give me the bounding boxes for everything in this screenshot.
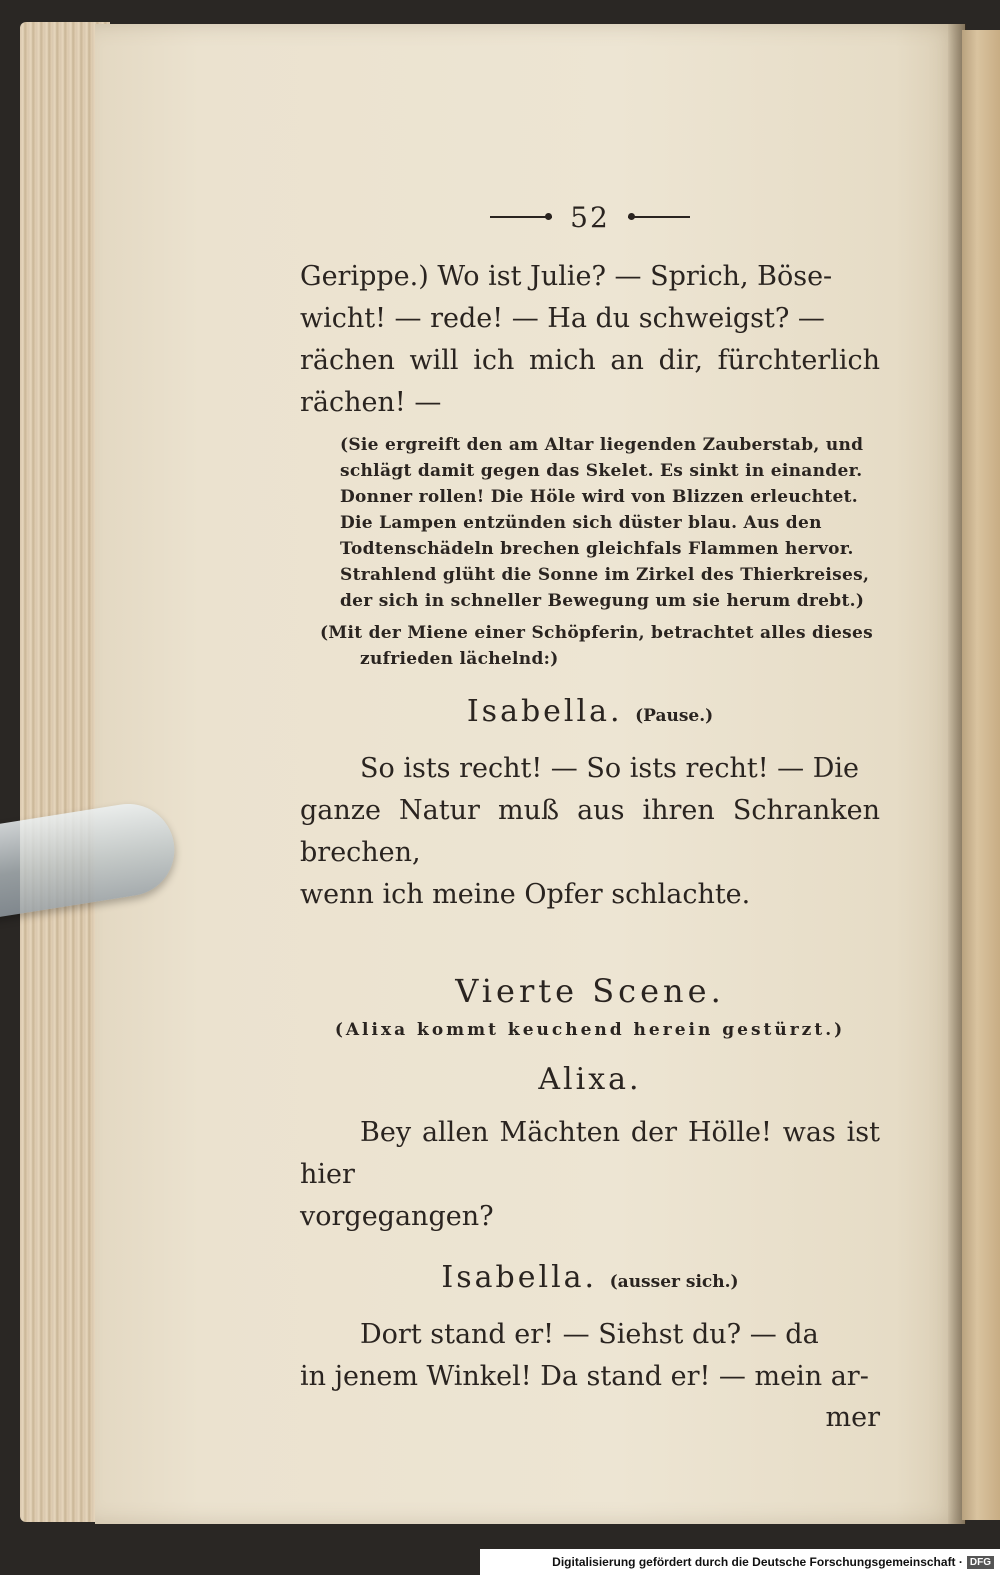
page-number: 52 xyxy=(570,200,610,234)
stage-line: Die Lampen entzünden sich düster blau. Aus den xyxy=(340,513,822,533)
page-text xyxy=(300,200,880,1438)
text-line: ganze Natur muß aus ihren Schranken brechen, xyxy=(300,795,880,868)
dfg-logo: DFG xyxy=(967,1556,994,1569)
page-header xyxy=(300,200,880,234)
stage-direction xyxy=(320,620,880,672)
text-line: Dort stand er! — Siehst du? — da xyxy=(360,1319,819,1350)
text-line: Gerippe.) Wo ist Julie? — Sprich, Böse- xyxy=(300,261,833,292)
stage-line: Todtenschädeln brechen gleichfals Flammen hervor. xyxy=(340,539,854,559)
stage-line: der sich in schneller Bewegung um sie herum drebt.) xyxy=(340,591,865,611)
text-line: wenn ich meine Opfer schlachte. xyxy=(300,879,751,910)
ornament-left-icon xyxy=(490,216,552,218)
text-line: in jenem Winkel! Da stand er! — mein ar- xyxy=(300,1361,869,1392)
catchword: mer xyxy=(825,1402,880,1433)
ornament-right-icon xyxy=(628,216,690,218)
text-line: So ists recht! — So ists recht! — Die xyxy=(360,753,860,784)
speaker-label: Alixa. xyxy=(538,1062,642,1097)
stage-line: (Mit der Miene einer Schöpferin, betrachtet alles dieses xyxy=(320,623,873,643)
text-line: Bey allen Mächten der Hölle! was ist hier xyxy=(300,1117,880,1190)
stage-line: Donner rollen! Die Höle wird von Blizzen erleuchtet. xyxy=(340,487,858,507)
speaker-direction: (Pause.) xyxy=(635,706,714,726)
text-line: rächen will ich mich an dir, fürchterlich rächen! — xyxy=(300,345,880,418)
speaker-name xyxy=(300,690,880,738)
scene-direction: (Alixa kommt keuchend herein gestürzt.) xyxy=(334,1020,846,1040)
speaker-label: Isabella. xyxy=(441,1260,598,1295)
stage-line: (Sie ergreift den am Altar liegenden Zauberstab, und xyxy=(340,435,864,455)
stage-line: zufrieden lächelnd:) xyxy=(360,649,559,669)
text-line: wicht! — rede! — Ha du schweigst? — xyxy=(300,303,825,334)
facing-page-edge xyxy=(962,30,1000,1520)
stage-line: Strahlend glüht die Sonne im Zirkel des Thierkreises, xyxy=(340,565,870,585)
text-line: vorgegangen? xyxy=(300,1201,494,1232)
scene-title: Vierte Scene. xyxy=(455,972,725,1010)
stage-line: schlägt damit gegen das Skelet. Es sinkt in einander. xyxy=(340,461,863,481)
speaker-label: Isabella. xyxy=(466,694,623,729)
speaker-name xyxy=(300,1256,880,1304)
stage-direction xyxy=(340,432,880,614)
speaker-name xyxy=(300,1058,880,1102)
footer-text: Digitalisierung gefördert durch die Deutsche Forschungsgemeinschaft · xyxy=(552,1555,963,1569)
digitization-footer xyxy=(480,1549,1000,1575)
speaker-direction: (ausser sich.) xyxy=(609,1272,739,1292)
